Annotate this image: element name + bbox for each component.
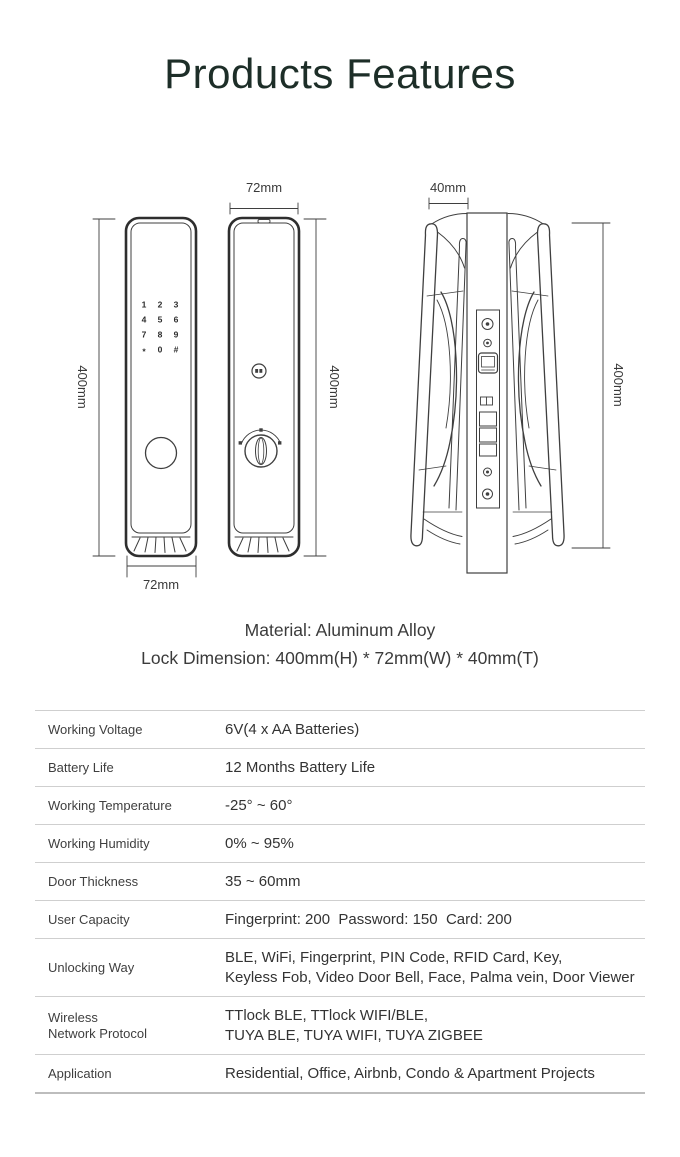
keypad-digit: 6 — [173, 314, 179, 325]
spec-row-user-capacity — [35, 901, 645, 939]
spec-value: Fingerprint: 200 Password: 150 Card: 200 — [225, 910, 512, 928]
keypad-digit: * — [142, 346, 146, 357]
spec-label: Working Voltage — [48, 721, 143, 737]
keypad — [142, 300, 179, 357]
brand-emblem — [252, 364, 266, 378]
spec-label: Application — [48, 1065, 112, 1081]
spec-row-working-voltage — [35, 711, 645, 749]
back-width-dimension — [230, 180, 298, 214]
keypad-digit: 2 — [157, 299, 163, 310]
spec-row-wireless-network-protocol — [35, 997, 645, 1055]
keypad-digit: 8 — [157, 329, 163, 340]
spec-label: User Capacity — [48, 911, 130, 927]
mortise-faceplate — [477, 310, 500, 508]
keypad-digit: 9 — [173, 329, 179, 340]
side-height-dimension — [572, 223, 626, 548]
back-height-dimension-label: 400mm — [327, 365, 342, 409]
front-width-dimension — [127, 556, 196, 592]
spec-value: 6V(4 x AA Batteries) — [225, 720, 360, 738]
spec-label: Working Humidity — [48, 835, 150, 851]
spec-row-unlocking-way — [35, 939, 645, 997]
spec-row-working-humidity — [35, 825, 645, 863]
front-width-dimension-label: 72mm — [142, 577, 180, 592]
spec-value: Residential, Office, Airbnb, Condo & Apartment Projects — [225, 1064, 595, 1082]
side-height-dimension-label: 400mm — [611, 363, 626, 407]
side-thickness-dimension — [429, 180, 468, 209]
keypad-digit: 0 — [157, 344, 163, 355]
thumb-turn-knob — [239, 428, 282, 467]
spec-value: -25° ~ 60° — [225, 796, 293, 814]
front-view-drawing — [75, 218, 196, 592]
front-bottom-cap — [132, 537, 190, 553]
spec-value: 35 ~ 60mm — [225, 872, 301, 890]
spec-label: Door Thickness — [48, 873, 139, 889]
spec-row-battery-life — [35, 749, 645, 787]
material-line: Material: Aluminum Alloy — [244, 620, 436, 640]
summary-block — [0, 616, 680, 672]
fingerprint-sensor — [146, 438, 177, 469]
back-bottom-cap — [235, 537, 293, 553]
front-height-dimension-label: 400mm — [75, 365, 90, 409]
spec-label: Battery Life — [48, 759, 114, 775]
side-thickness-dimension-label: 40mm — [429, 180, 467, 195]
spec-row-door-thickness — [35, 863, 645, 901]
spec-value: 12 Months Battery Life — [225, 758, 376, 776]
spec-label: Working Temperature — [48, 797, 172, 813]
keypad-digit: # — [173, 344, 179, 355]
keypad-digit: 7 — [141, 329, 147, 340]
page-title: Products Features — [164, 50, 516, 97]
spec-label: Wireless Network Protocol — [48, 1009, 147, 1041]
spec-row-working-temperature — [35, 787, 645, 825]
spec-table — [35, 710, 645, 1094]
lock-dimension-line: Lock Dimension: 400mm(H) * 72mm(W) * 40mm(T) — [141, 648, 539, 668]
back-width-dimension-label: 72mm — [245, 180, 283, 195]
spec-value: 0% ~ 95% — [225, 834, 294, 852]
usb-port — [258, 220, 270, 224]
side-view-drawing — [411, 180, 626, 573]
spec-row-application — [35, 1055, 645, 1094]
spec-value: TTlock BLE, TTlock WIFI/BLE, TUYA BLE, TUYA WIFI, TUYA ZIGBEE — [225, 1006, 483, 1044]
back-height-dimension — [304, 219, 342, 556]
keypad-digit: 4 — [141, 314, 147, 325]
spec-label: Unlocking Way — [48, 959, 135, 975]
keypad-digit: 1 — [141, 299, 147, 310]
side-handle-profile — [411, 214, 467, 546]
back-view-drawing — [229, 180, 342, 556]
front-height-dimension — [75, 219, 115, 556]
keypad-digit: 5 — [157, 314, 163, 325]
spec-value: BLE, WiFi, Fingerprint, PIN Code, RFID Card, Key, Keyless Fob, Video Door Bell, Face, Palma vein, Door Viewer — [225, 948, 635, 986]
keypad-digit: 3 — [173, 299, 179, 310]
